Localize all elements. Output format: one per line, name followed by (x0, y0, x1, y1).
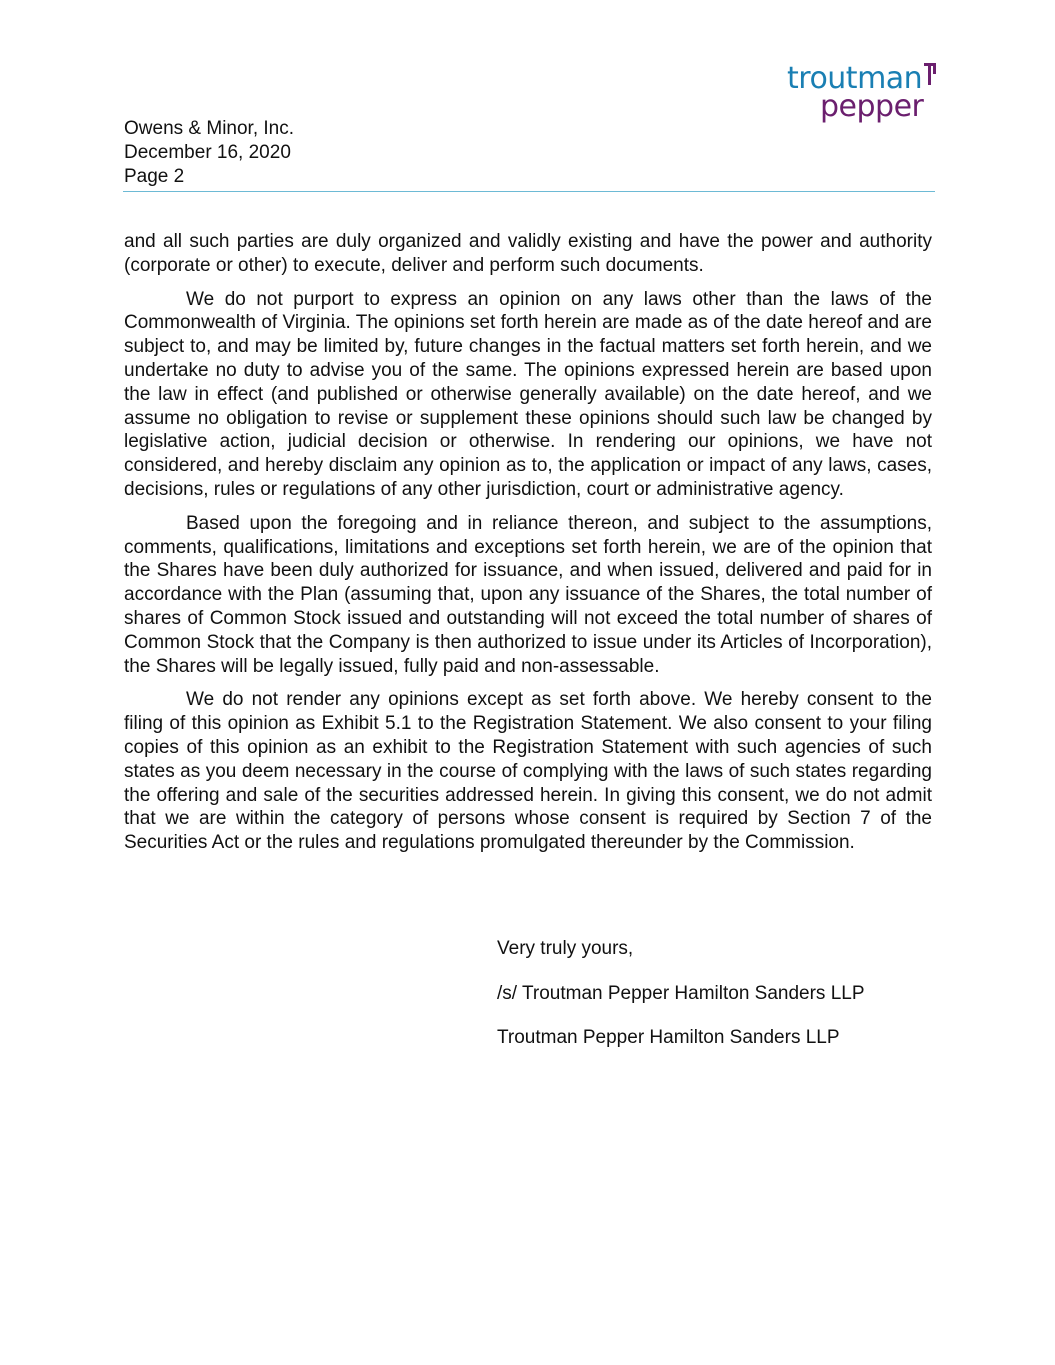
paragraph-consent: We do not render any opinions except as set forth above. We hereby consent to the filing of this opinion as Exhibit 5.1 to the Registration Statement. We also consent to your filing copies of this opinion as an exhibit to the Registration Statement with such agencies of such states as you deem necessary in the course of complying with the laws of such states regarding the offering and sale of the securities addressed herein. In giving this consent, we do not admit that we are within the category of persons whose consent is required by Section 7 of the Securities Act or the rules and regulations promulgated thereunder by the Commission. (124, 689, 932, 854)
firm-logo (783, 60, 943, 124)
closing-signature: /s/ Troutman Pepper Hamilton Sanders LLP (497, 983, 865, 1004)
logo-text-troutman: troutman (787, 61, 923, 96)
paragraph-opinion: Based upon the foregoing and in reliance thereon, and subject to the assumptions, comments, qualifications, limitations and exceptions set forth herein, we are of the opinion that the Shares have been duly authorized for issuance, and when issued, delivered and paid for in accordance with the Plan (assuming that, upon any issuance of the Shares, the total number of shares of Common Stock issued and outstanding will not exceed the total number of shares of Common Stock that the Company is then authorized to issue under its Articles of Incorporation), the Shares will be legally issued, fully paid and non-assessable. (124, 512, 932, 677)
paragraph-continuation: and all such parties are duly organized and validly existing and have the power and authority (corporate or other) to execute, deliver and perform such documents. (124, 231, 932, 276)
letter-body (124, 230, 932, 865)
paragraph-scope-of-opinion: We do not purport to express an opinion on any laws other than the laws of the Commonwealth of Virginia. The opinions set forth herein are made as of the date hereof and are subject to, and may be limited by, future changes in the factual matters set forth herein, and we undertake no duty to advise you of the same. The opinions expressed herein are based upon the law in effect (and published or otherwise generally available) on the date hereof, and we assume no obligation to revise or supplement these opinions should such law be changed by legislative action, judicial decision or otherwise. In rendering our opinions, we have not considered, and hereby disclaim any opinion as to, the application or impact of any laws, cases, decisions, rules or regulations of any other jurisdiction, court or administrative agency. (124, 288, 932, 500)
closing-firm-name: Troutman Pepper Hamilton Sanders LLP (497, 1027, 840, 1048)
header-company: Owens & Minor, Inc. (124, 118, 295, 139)
letter-header (124, 117, 294, 189)
logo-text-pepper: pepper (820, 89, 924, 124)
header-date: December 16, 2020 (124, 142, 291, 163)
header-divider (123, 191, 935, 192)
closing-salutation: Very truly yours, (497, 938, 634, 959)
logo-mark-icon (923, 62, 937, 86)
header-page-number: Page 2 (124, 166, 185, 187)
